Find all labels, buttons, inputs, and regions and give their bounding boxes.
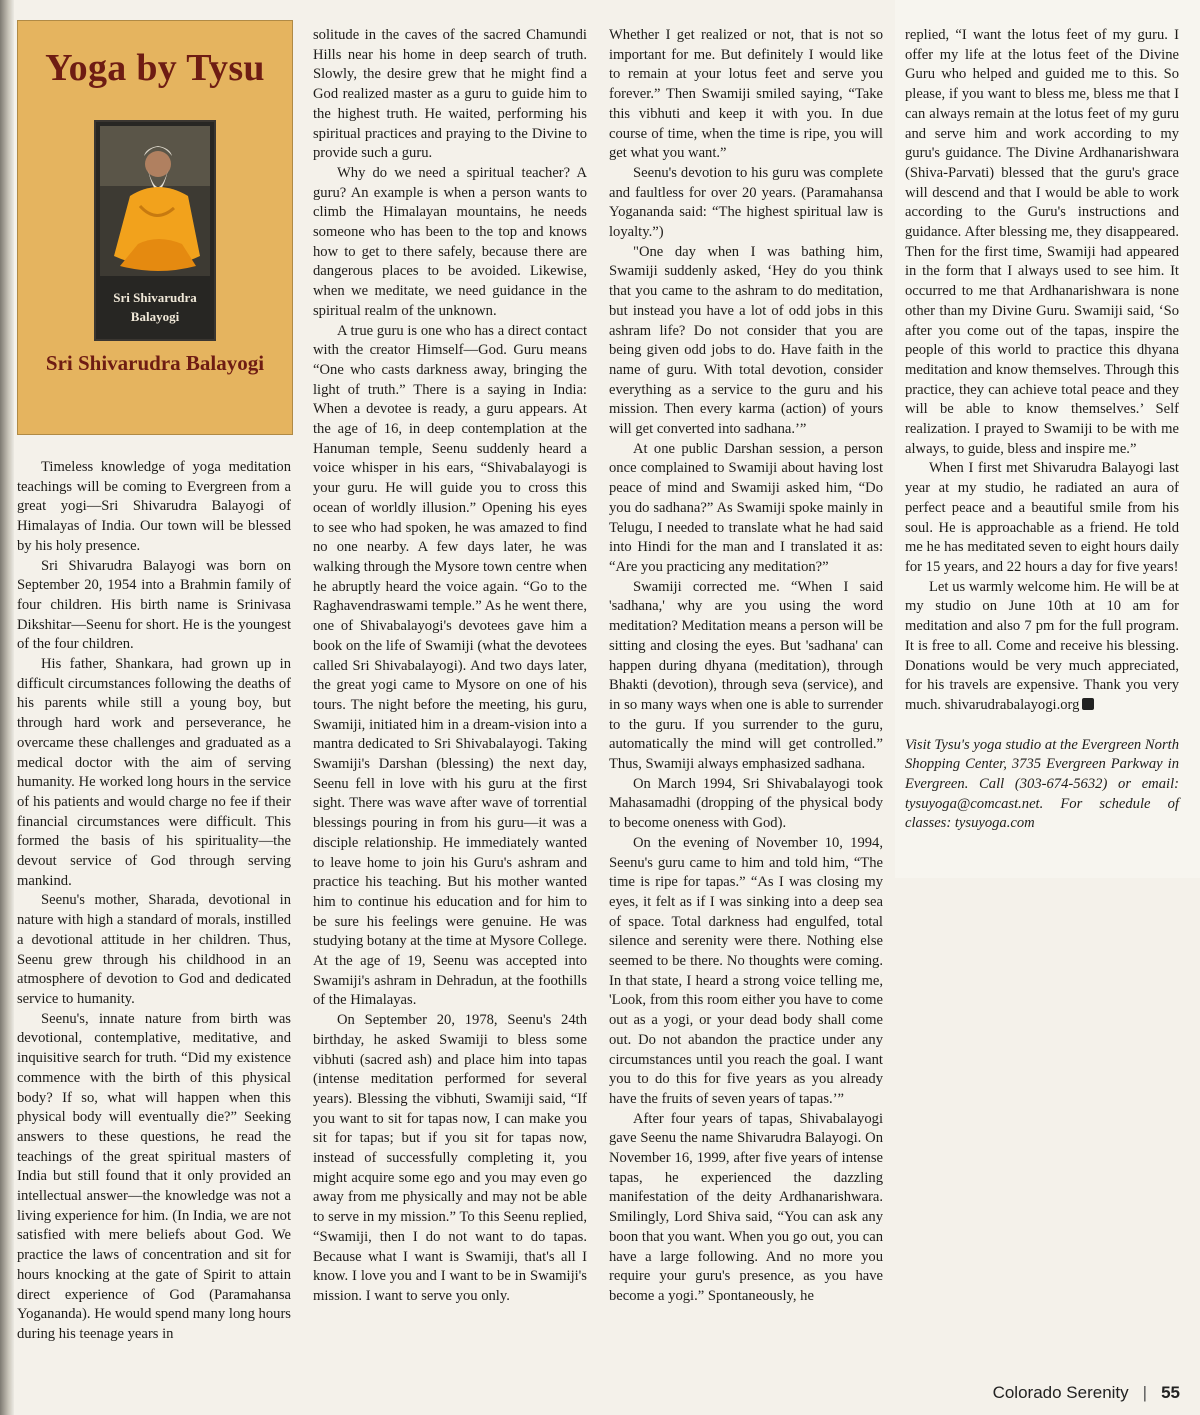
- paragraph: Seenu's mother, Sharada, devotional in nature with high a standard of morals, instilled a devotional attitude in her children. Thus, Seenu grew through his childhood in an atmosphere of devotion to God and dedicated service to humanity.: [17, 892, 291, 1007]
- paragraph: Timeless knowledge of yoga meditation teachings will be coming to Evergreen from a great yogi—Sri Shivarudra Balayogi of Himalayas of India. Our town will be blessed by his holy presence.: [17, 459, 291, 554]
- cover-photo-caption: [96, 288, 214, 326]
- book-cover: [17, 20, 293, 435]
- page-footer: [993, 1383, 1180, 1403]
- paragraph: After four years of tapas, Shivabalayogi gave Seenu the name Shivarudra Balayogi. On November 16, 1999, after five years of intense tapas, he experienced the dazzling manifestation of the deity Ardhanarishwara. Smilingly, Lord Shiva said, “You can ask any boon that you want. When you go out, you can have a large following. And no more you require your guru's presence, as you have become a yogi.” Spontaneously, he: [609, 1110, 883, 1304]
- paragraph: On the evening of November 10, 1994, Seenu's guru came to him and told him, “The time is ripe for tapas.” “As I was closing my eyes, it felt as if I was sinking into a deep sea of space. Total darkness had engulfed, total silence and serenity were there. Nothing else seemed to be there. No thoughts were coming. In that state, I heard a strong voice telling me, 'Look, from this room either you have to come out as a yogi, or your dead body shall come out. Do not abandon the practice under any circumstances until you reach the goal. I want you to do this for five years as you already have the fruits of seven years of tapas.’”: [609, 834, 883, 1107]
- text-column-3: [609, 26, 883, 1307]
- caption-line-1: Sri Shivarudra: [113, 290, 197, 305]
- paragraph: Why do we need a spiritual teacher? A guru? An example is when a person wants to climb the Himalayan mountains, he needs someone who has been to the top and knows how to get to there safely, because there are dangerous places to be avoided. Likewise, when we meditate, we need guidance in the spiritual realm of the unknown.: [313, 164, 587, 319]
- paragraph: Swamiji corrected me. “When I said 'sadhana,' why are you using the word meditation? Meditation means a person will be sitting and closing the eyes. But 'sadhana' can happen during dhyana (meditation), through Bhakti (devotion), through seva (service), and in so many ways when one is able to surrender to the guru. If you surrender to the guru, automatically the mind will get controlled.” Thus, Swamiji always emphasized sadhana.: [609, 578, 883, 773]
- cover-author: Sri Shivarudra Balayogi: [45, 351, 265, 375]
- caption-line-2: Balayogi: [130, 309, 180, 324]
- paragraph: On March 1994, Sri Shivabalayogi took Mahasamadhi (dropping of the physical body to become oneness with God).: [609, 775, 883, 832]
- paragraph: [905, 578, 1179, 716]
- paragraph: Whether I get realized or not, that is not so important for me. But definitely I would like to remain at your lotus feet and serve you forever.” Then Swamiji smiled saying, “Take this vibhuti and keep it with you. In due course of time, when the time is ripe, you will get what you want.”: [609, 27, 883, 162]
- paragraph: When I first met Shivarudra Balayogi last year at my studio, he radiated an aura of perfect peace and a beautiful smile from his soul. He is approachable as a friend. He told me he has meditated seven to eight hours daily for 15 years, and 22 hours a day for five years!: [905, 460, 1179, 575]
- yogi-portrait-illustration: [100, 126, 210, 276]
- text-column-2: [313, 26, 587, 1307]
- footer-separator: |: [1142, 1383, 1148, 1402]
- page-number: 55: [1161, 1383, 1180, 1402]
- paragraph: At one public Darshan session, a person once complained to Swamiji about having lost peace of mind and Swamiji asked him, “Do you do sadhana?” As Swamiji spoke mainly in Telugu, I needed to translate what he had said into Hindi for the man and I translated it as: “Are you practicing any meditation?”: [609, 440, 883, 575]
- text-column-1: [17, 458, 291, 1345]
- paragraph: solitude in the caves of the sacred Chamundi Hills near his home in deep search of truth. Slowly, the desire grew that he might find a God realized master as a guru to guide him to the highest truth. He waited, performing his spiritual practices and praying to the Divine to provide such a guru.: [313, 27, 587, 162]
- paragraph: His father, Shankara, had grown up in difficult circumstances following the deaths of his parents while still a young boy, but through hard work and perseverance, he overcame these challenges and graduated as a medical doctor with the aim of serving humanity. He worked long hours in the service of his patients and would charge no fee if their financial circumstances were difficult. This formed the basis of his spirituality—the devout service of God through serving mankind.: [17, 656, 291, 889]
- paragraph: Sri Shivarudra Balayogi was born on September 20, 1954 into a Brahmin family of four children. His birth name is Srinivasa Dikshitar—Seenu for short. He is the youngest of the four children.: [17, 557, 291, 653]
- contact-info: Visit Tysu's yoga studio at the Evergreen North Shopping Center, 3735 Evergreen Parkway in Evergreen. Call (303-674-5632) or email: tysuyoga@comcast.net. For schedule of classes: tysuyoga.com: [905, 736, 1179, 832]
- paragraph: A true guru is one who has a direct contact with the creator Himself—God. Guru means “One who casts darkness away, bringing the light of truth.” There is a saying in India: When a devotee is ready, a guru appears. At the age of 16, in deep contemplation at the Hanuman temple, Seenu suddenly heard a voice whisper in his ears, “Shivabalayogi is your guru. He will guide you to cross this ocean of worldly illusion.” Opening his eyes to see who had spoken, he was amazed to find no one nearby. A few days later, he was walking through the Mysore town centre when he abruptly heard the voice again. “Go to the Raghavendraswami temple.” As he went there, one of Shivabalayogi's devotees gave him a book on the life of Swamiji (what the devotees called Sri Shivabalayogi). And two days later, the great yogi came to Mysore on one of his tours. The night before the meeting, his guru, Swamiji, initiated him in a dream-vision into a mantra dedicated to Sri Shivabalayogi. Taking Swamiji's Darshan (blessing) the next day, Seenu fell in love with his guru at the first sight. There was wave after wave of torrential blessings pouring in from his guru—it was a disciple relationship. He immediately wanted to leave home to join his Guru's ashram and practice his teaching. But his mother wanted him to continue his education and for him to be sure his feelings were genuine. He was studying botany at the time at Mysore College. At the age of 19, Seenu was accepted into Swamiji's ashram in Dehradun, at the foothills of the Himalayas.: [313, 322, 587, 1009]
- text-column-4: [905, 26, 1179, 834]
- cover-title: Yoga by Tysu: [45, 47, 265, 89]
- paragraph: Seenu's, innate nature from birth was devotional, contemplative, meditative, and inquisitive search for truth. “Did my existence commence with the birth of this physical body? If so, what will happen when this physical body will eventually die?” Seeking answers to these questions, he read the teachings of the great spiritual masters of India but still found that it only provided an intellectual answer—the knowledge was not a living experience for him. (In India, we are not satisfied with mere beliefs about God. We practice the laws of concentration and sit for hours knocking at the gate of Spirit to attain direct experience of God (Paramahansa Yogananda). He would spend many long hours during his teenage years in: [17, 1010, 291, 1342]
- paragraph: replied, “I want the lotus feet of my guru. I offer my life at the lotus feet of the Divine Guru who helped and guided me to this. So please, if you want to bless me, bless me that I can always remain at the lotus feet of my guru and serve him and work according to my guru's guidance. The Divine Ardhanarishwara (Shiva-Parvati) blessed that the guru's grace will descend and that I would be able to work according to the Guru's instructions and guidance. After blessing me, they disappeared. Then for the first time, Swamiji had appeared in the form that I always used to see him. It occurred to me that Ardhanarishwara is none other than my Divine Guru. Swamiji said, ‘So after you come out of the tapas, inspire the people of this world to practice this dhyana meditation and know themselves. Through this practice, they can achieve total peace and they will be able to know themselves.’ Self realization. I prayed to Swamiji to be with me always, to guide, bless and inspire me.”: [905, 27, 1179, 457]
- end-of-article-icon: [1082, 698, 1094, 710]
- publication-name: Colorado Serenity: [992, 1383, 1129, 1402]
- paragraph-text: Let us warmly welcome him. He will be at my studio on June 10th at 10 am for meditation and also 7 pm for the full program. It is free to all. Come and receive his blessing. Donations would be very much appreciated, for his travels are expensive. Thank you very much. shivarudrabalayogi.org: [905, 578, 1179, 713]
- cover-photo: [94, 120, 216, 341]
- page-binding-shadow: [0, 0, 14, 1415]
- paragraph: "One day when I was bathing him, Swamiji suddenly asked, ‘Hey do you think that you came to the ashram to do meditation, but instead you have a lot of odd jobs in this ashram life? Do not consider that you are being given odd jobs to do. Have faith in the name of guru. With total devotion, consider everything as a service to the guru and his mission. Then every karma (action) of yours will get converted into sadhana.’”: [609, 243, 883, 438]
- paragraph: On September 20, 1978, Seenu's 24th birthday, he asked Swamiji to bless some vibhuti (sacred ash) and place him into tapas (intense meditation performed for several years). Blessing the vibhuti, Swamiji said, “If you want to sit for tapas now, I can make you sit for tapas; but if you sit for tapas now, instead of successfully completing it, you might acquire some ego and you may even go away from me physically and may not be able to serve in my mission.” To this Seenu replied, “Swamiji, then I do not want to do tapas. Because what I want is Swamiji, that's all I know. I love you and I want to be in Swamiji's mission. I want to serve you only.: [313, 1012, 587, 1304]
- paragraph: Seenu's devotion to his guru was complete and faultless for over 20 years. (Paramahansa Yogananda said: “The highest spiritual law is loyalty.”): [609, 164, 883, 241]
